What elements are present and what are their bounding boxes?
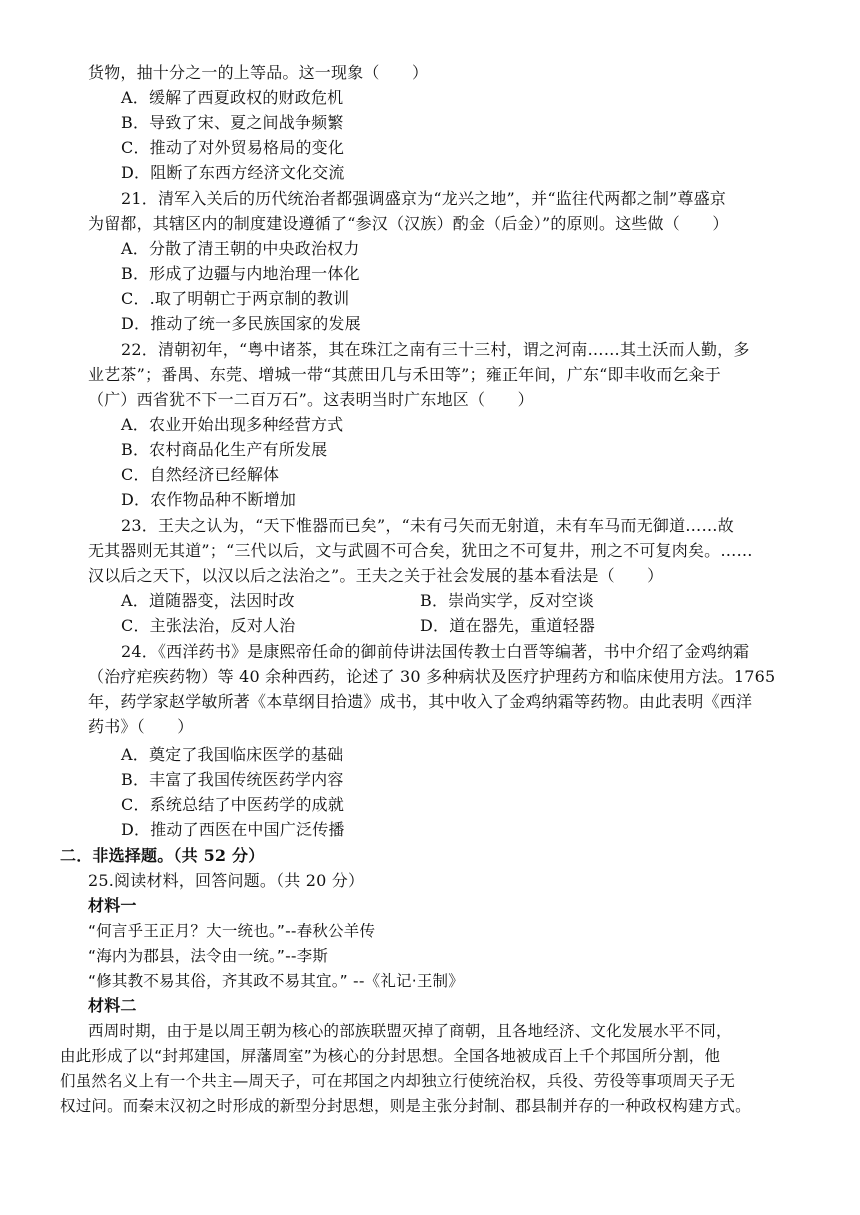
q22-option-d: D．农作物品种不断增加: [121, 490, 297, 509]
material-1-quote-3: “修其教不易其俗，齐其政不易其宜。” --《礼记·王制》: [88, 972, 464, 990]
q21-stem-line-1: 21．清军入关后的历代统治者都强调盛京为“龙兴之地”，并“监往代两都之制”尊盛京: [121, 189, 727, 208]
material-1-label: 材料一: [88, 896, 137, 915]
q21-option-c: C．.取了明朝亡于两京制的教训: [121, 289, 350, 308]
q24-stem-line-2: （治疗疟疾药物）等 40 余种西药，论述了 30 多种病状及医疗护理药方和临床使用方法。1765: [88, 667, 776, 686]
q23-option-a: A．道随器变，法因时改: [121, 591, 295, 610]
q23-stem-line-3: 汉以后之天下，以汉以后之法治之”。王夫之关于社会发展的基本看法是（ ）: [88, 566, 664, 585]
section-2-title: 二．非选择题。（共 52 分）: [60, 846, 265, 865]
q22-option-a: A．农业开始出现多种经营方式: [121, 415, 344, 434]
q22-stem-line-1: 22．清朝初年，“粤中诸茶，其在珠江之南有三十三村，谓之河南……其土沃而人勤，多: [121, 340, 750, 359]
q21-stem-line-2: 为留都，其辖区内的制度建设遵循了“参汉（汉族）酌金（后金）”的原则。这些做（ ）: [88, 214, 729, 233]
q24-stem-line-4: 药书》（ ）: [88, 717, 194, 736]
q21-option-b: B．形成了边疆与内地治理一体化: [121, 264, 360, 283]
q22-option-b: B．农村商品化生产有所发展: [121, 440, 328, 459]
q23-option-d: D．道在器先，重道轻器: [420, 616, 596, 635]
material-2-label: 材料二: [88, 996, 137, 1015]
q21-option-a: A．分散了清王朝的中央政治权力: [121, 239, 360, 258]
material-2-line-4: 权过问。而秦末汉初之时形成的新型分封思想，则是主张分封制、郡县制并存的一种政权构建方式。: [60, 1097, 751, 1115]
q23-stem-line-2: 无其器则无其道”；“三代以后，文与武圆不可合矣，犹田之不可复井，刑之不可复肉矣。……: [88, 541, 753, 560]
q20-option-c: C．推动了对外贸易格局的变化: [121, 138, 345, 157]
material-2-line-3: 们虽然名义上有一个共主—周天子，可在邦国之内却独立行使统治权，兵役、劳役等事项周天子无: [60, 1072, 736, 1090]
q23-option-c: C．主张法治，反对人治: [121, 616, 296, 635]
q20-stem-tail: 货物，抽十分之一的上等品。这一现象（ ）: [88, 63, 429, 82]
q24-stem-line-3: 年，药学家赵学敏所著《本草纲目拾遗》成书，其中收入了金鸡纳霜等药物。由此表明《西洋: [88, 692, 753, 711]
q24-stem-line-1: 24．《西洋药书》是康熙帝任命的御前侍讲法国传教士白晋等编著，书中介绍了金鸡纳霜: [121, 642, 750, 661]
q24-option-c: C．系统总结了中医药学的成就: [121, 795, 345, 814]
q24-option-d: D．推动了西医在中国广泛传播: [121, 820, 345, 839]
material-1-quote-2: “海内为郡县，法令由一统。”--李斯: [88, 947, 329, 965]
q22-option-c: C．自然经济已经解体: [121, 465, 280, 484]
q21-option-d: D．推动了统一多民族国家的发展: [121, 314, 361, 333]
q20-option-b: B．导致了宋、夏之间战争频繁: [121, 113, 344, 132]
q23-stem-line-1: 23．王夫之认为，“天下惟器而已矣”，“未有弓矢而无射道，未有车马而无御道……故: [121, 516, 734, 535]
q22-stem-line-3: （广）西省犹不下一二百万石”。这表明当时广东地区（ ）: [88, 390, 534, 409]
material-2-line-1: 西周时期，由于是以周王朝为核心的部族联盟灭掉了商朝，且各地经济、文化发展水平不同，: [88, 1022, 732, 1040]
material-2-line-2: 由此形成了以“封邦建国，屏藩周室”为核心的分封思想。全国各地被成百上千个邦国所分割，他: [60, 1047, 721, 1065]
q20-option-d: D．阻断了东西方经济文化交流: [121, 163, 345, 182]
q24-option-b: B．丰富了我国传统医药学内容: [121, 770, 344, 789]
q20-option-a: A．缓解了西夏政权的财政危机: [121, 88, 344, 107]
q25-stem: 25.阅读材料，回答问题。（共 20 分）: [88, 871, 365, 890]
q23-option-b: B．崇尚实学，反对空谈: [420, 591, 594, 610]
q24-option-a: A．奠定了我国临床医学的基础: [121, 745, 344, 764]
q22-stem-line-2: 业艺茶”；番禺、东莞、增城一带“其蔗田几与禾田等”；雍正年间，广东“即丰收而乞籴于: [88, 365, 721, 384]
material-1-quote-1: “何言乎王正月？大一统也。”--春秋公羊传: [88, 922, 376, 940]
